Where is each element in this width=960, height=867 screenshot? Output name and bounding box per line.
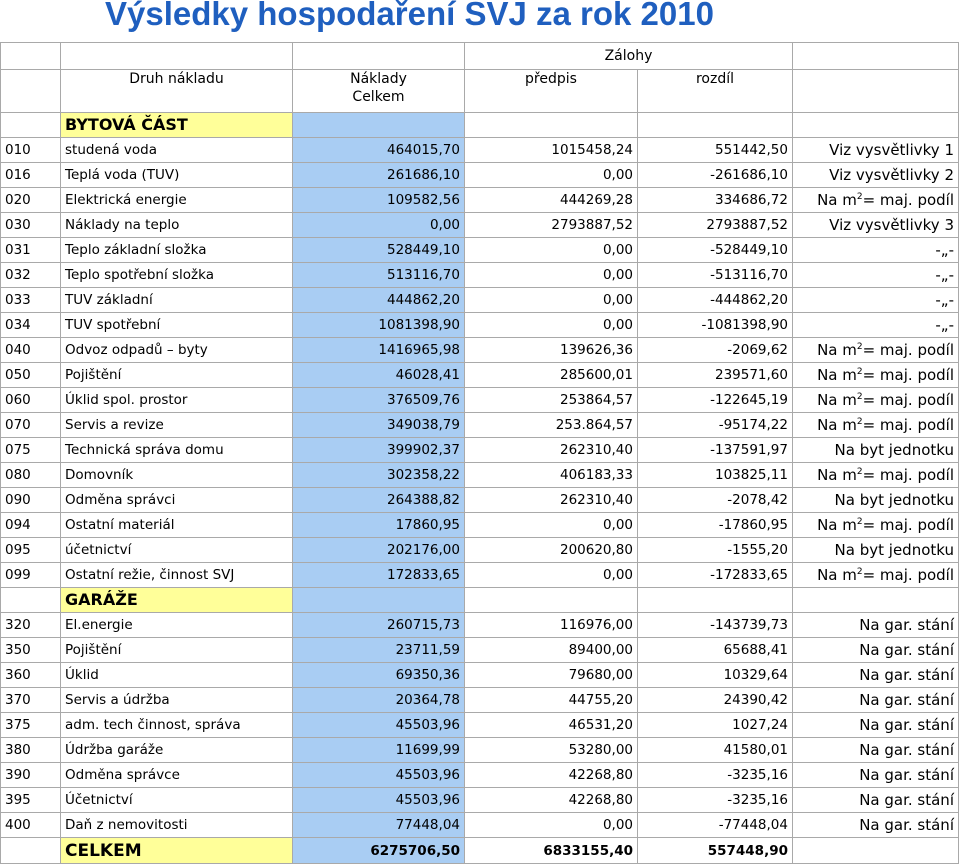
total-cost-value: 302358,22 [293, 463, 465, 488]
prescribed-value: 0,00 [465, 313, 638, 338]
total-cost: 6275706,50 [293, 838, 465, 864]
prescribed-value: 0,00 [465, 163, 638, 188]
superscript-two: 2 [856, 517, 863, 527]
prescribed-value: 285600,01 [465, 363, 638, 388]
prescribed-value: 44755,20 [465, 688, 638, 713]
difference-value: -17860,95 [638, 513, 793, 538]
total-cost-value: 349038,79 [293, 413, 465, 438]
page-title: Výsledky hospodaření SVJ za rok 2010 [105, 0, 714, 32]
cost-code: 010 [1, 138, 61, 163]
cost-name: Pojištění [61, 363, 293, 388]
cost-code: 080 [1, 463, 61, 488]
table-row [1, 613, 959, 638]
difference-value: 103825,11 [638, 463, 793, 488]
prescribed-value: 262310,40 [465, 488, 638, 513]
cost-code: 360 [1, 663, 61, 688]
difference-value: -172833,65 [638, 563, 793, 588]
table-row [1, 138, 959, 163]
prescribed-value: 0,00 [465, 563, 638, 588]
cost-code: 040 [1, 338, 61, 363]
difference-value: -1081398,90 [638, 313, 793, 338]
difference-value: -2078,42 [638, 488, 793, 513]
header-row [1, 70, 959, 113]
header-prescribed: předpis [465, 70, 638, 113]
superscript-two: 2 [856, 567, 863, 577]
allocation-note: Na $m^2=$ maj. podíl [793, 388, 959, 413]
total-cost-value: 17860,95 [293, 513, 465, 538]
allocation-note: Na gar. stání [793, 613, 959, 638]
cost-code: 370 [1, 688, 61, 713]
allocation-note: Na $m^2=$ maj. podíl [793, 413, 959, 438]
cost-code: 075 [1, 438, 61, 463]
header-total-cost-line1: Náklady [350, 71, 407, 87]
difference-value: -1555,20 [638, 538, 793, 563]
table-row [1, 563, 959, 588]
total-cost-value: 202176,00 [293, 538, 465, 563]
cost-name: Odměna správci [61, 488, 293, 513]
cost-code: 390 [1, 763, 61, 788]
table-row [1, 238, 959, 263]
allocation-note: Na gar. stání [793, 763, 959, 788]
difference-value: 65688,41 [638, 638, 793, 663]
allocation-note: -„- [793, 288, 959, 313]
difference-value: 334686,72 [638, 188, 793, 213]
cost-name: Odměna správce [61, 763, 293, 788]
prescribed-value: 0,00 [465, 263, 638, 288]
table-row [1, 663, 959, 688]
table-row [1, 538, 959, 563]
table-row [1, 188, 959, 213]
difference-value: -3235,16 [638, 763, 793, 788]
prescribed-value: 89400,00 [465, 638, 638, 663]
table-row [1, 213, 959, 238]
difference-value: -3235,16 [638, 788, 793, 813]
allocation-note: Na $m^2=$ maj. podíl [793, 338, 959, 363]
table-row [1, 288, 959, 313]
total-cost-value: 528449,10 [293, 238, 465, 263]
total-cost-value: 1081398,90 [293, 313, 465, 338]
total-cost-value: 513116,70 [293, 263, 465, 288]
difference-value: -122645,19 [638, 388, 793, 413]
table-row [1, 263, 959, 288]
allocation-note: Na byt jednotku [793, 438, 959, 463]
difference-value: 10329,64 [638, 663, 793, 688]
table-row [1, 738, 959, 763]
total-cost-value: 1416965,98 [293, 338, 465, 363]
difference-value: 239571,60 [638, 363, 793, 388]
allocation-note: Na $m^2=$ maj. podíl [793, 513, 959, 538]
prescribed-value: 253864,57 [465, 388, 638, 413]
cost-name: účetnictví [61, 538, 293, 563]
difference-value: -137591,97 [638, 438, 793, 463]
total-cost-value: 376509,76 [293, 388, 465, 413]
total-cost-value: 261686,10 [293, 163, 465, 188]
allocation-note: -„- [793, 263, 959, 288]
cost-code: 099 [1, 563, 61, 588]
cost-code: 030 [1, 213, 61, 238]
table-row [1, 713, 959, 738]
table-row [1, 463, 959, 488]
prescribed-value: 0,00 [465, 288, 638, 313]
allocation-note: Na byt jednotku [793, 538, 959, 563]
cost-code: 095 [1, 538, 61, 563]
cost-name: Elektrická energie [61, 188, 293, 213]
cost-code: 060 [1, 388, 61, 413]
cost-name: Úklid [61, 663, 293, 688]
prescribed-value: 42268,80 [465, 763, 638, 788]
cost-name: El.energie [61, 613, 293, 638]
total-cost-value: 77448,04 [293, 813, 465, 838]
difference-value: -513116,70 [638, 263, 793, 288]
allocation-note: Na gar. stání [793, 663, 959, 688]
total-cost-value: 464015,70 [293, 138, 465, 163]
table-row [1, 638, 959, 663]
total-cost-value: 45503,96 [293, 763, 465, 788]
allocation-note: -„- [793, 238, 959, 263]
cost-name: Pojištění [61, 638, 293, 663]
total-cost-value: 46028,41 [293, 363, 465, 388]
prescribed-value: 2793887,52 [465, 213, 638, 238]
difference-value: -143739,73 [638, 613, 793, 638]
allocation-note: Na $m^2=$ maj. podíl [793, 563, 959, 588]
cost-code: 050 [1, 363, 61, 388]
prescribed-value: 0,00 [465, 513, 638, 538]
cost-name: Účetnictví [61, 788, 293, 813]
prescribed-value: 253.864,57 [465, 413, 638, 438]
superscript-two: 2 [856, 367, 863, 377]
cost-name: Servis a údržba [61, 688, 293, 713]
cost-code: 020 [1, 188, 61, 213]
allocation-note: Na $m^2=$ maj. podíl [793, 188, 959, 213]
allocation-note: Na gar. stání [793, 713, 959, 738]
difference-value: -95174,22 [638, 413, 793, 438]
allocation-note: Na gar. stání [793, 738, 959, 763]
prescribed-value: 139626,36 [465, 338, 638, 363]
total-cost-value: 444862,20 [293, 288, 465, 313]
cost-name: Servis a revize [61, 413, 293, 438]
total-cost-value: 109582,56 [293, 188, 465, 213]
table-row [1, 488, 959, 513]
difference-value: -261686,10 [638, 163, 793, 188]
total-cost-value: 45503,96 [293, 788, 465, 813]
results-table [0, 42, 959, 864]
allocation-note: -„- [793, 313, 959, 338]
total-cost-value: 172833,65 [293, 563, 465, 588]
superscript-two: 2 [856, 392, 863, 402]
total-cost-value: 23711,59 [293, 638, 465, 663]
superscript-two: 2 [856, 467, 863, 477]
section-row-garages [1, 588, 959, 613]
difference-value: -2069,62 [638, 338, 793, 363]
cost-code: 032 [1, 263, 61, 288]
cost-name: Domovník [61, 463, 293, 488]
total-label: CELKEM [61, 838, 293, 864]
prescribed-value: 42268,80 [465, 788, 638, 813]
table-row [1, 363, 959, 388]
table-row [1, 413, 959, 438]
cost-code: 031 [1, 238, 61, 263]
difference-value: 24390,42 [638, 688, 793, 713]
cost-code: 094 [1, 513, 61, 538]
total-cost-value: 45503,96 [293, 713, 465, 738]
cost-code: 320 [1, 613, 61, 638]
cost-code: 350 [1, 638, 61, 663]
prescribed-value: 0,00 [465, 813, 638, 838]
superscript-two: 2 [856, 417, 863, 427]
prescribed-value: 1015458,24 [465, 138, 638, 163]
cost-name: Teplo základní složka [61, 238, 293, 263]
difference-value: -444862,20 [638, 288, 793, 313]
total-row [1, 838, 959, 864]
allocation-note: Na $m^2=$ maj. podíl [793, 463, 959, 488]
cost-code: 090 [1, 488, 61, 513]
prescribed-value: 46531,20 [465, 713, 638, 738]
total-cost-value: 69350,36 [293, 663, 465, 688]
cost-name: Odvoz odpadů – byty [61, 338, 293, 363]
total-difference: 557448,90 [638, 838, 793, 864]
cost-name: adm. tech činnost, správa [61, 713, 293, 738]
total-cost-value: 260715,73 [293, 613, 465, 638]
table-row [1, 338, 959, 363]
total-cost-value: 399902,37 [293, 438, 465, 463]
cost-code: 375 [1, 713, 61, 738]
difference-value: -528449,10 [638, 238, 793, 263]
prescribed-value: 0,00 [465, 238, 638, 263]
allocation-note: Na gar. stání [793, 788, 959, 813]
cost-name: studená voda [61, 138, 293, 163]
cost-name: Technická správa domu [61, 438, 293, 463]
prescribed-value: 444269,28 [465, 188, 638, 213]
cost-code: 034 [1, 313, 61, 338]
total-cost-value: 264388,82 [293, 488, 465, 513]
table-row [1, 313, 959, 338]
header-total-cost-line2: Celkem [352, 89, 405, 105]
header-row-top [1, 43, 959, 70]
allocation-note: Na gar. stání [793, 638, 959, 663]
cost-code: 016 [1, 163, 61, 188]
superscript-two: 2 [856, 342, 863, 352]
total-cost-value: 20364,78 [293, 688, 465, 713]
cost-code: 380 [1, 738, 61, 763]
cost-code: 395 [1, 788, 61, 813]
allocation-note: Na $m^2=$ maj. podíl [793, 363, 959, 388]
difference-value: -77448,04 [638, 813, 793, 838]
cost-name: Ostatní materiál [61, 513, 293, 538]
cost-name: Teplo spotřební složka [61, 263, 293, 288]
table-row [1, 163, 959, 188]
prescribed-value: 200620,80 [465, 538, 638, 563]
prescribed-value: 79680,00 [465, 663, 638, 688]
difference-value: 551442,50 [638, 138, 793, 163]
header-difference: rozdíl [638, 70, 793, 113]
table-row [1, 763, 959, 788]
cost-code: 033 [1, 288, 61, 313]
table-row [1, 438, 959, 463]
allocation-note: Viz vysvětlivky 1 [793, 138, 959, 163]
table-row [1, 513, 959, 538]
prescribed-value: 262310,40 [465, 438, 638, 463]
allocation-note: Viz vysvětlivky 3 [793, 213, 959, 238]
section-label-housing: BYTOVÁ ČÁST [61, 113, 293, 138]
cost-name: TUV spotřební [61, 313, 293, 338]
cost-name: Údržba garáže [61, 738, 293, 763]
difference-value: 1027,24 [638, 713, 793, 738]
cost-name: Náklady na teplo [61, 213, 293, 238]
section-label-garages: GARÁŽE [61, 588, 293, 613]
cost-name: TUV základní [61, 288, 293, 313]
cost-name: Ostatní režie, činnost SVJ [61, 563, 293, 588]
table-row [1, 388, 959, 413]
table-row [1, 788, 959, 813]
prescribed-value: 53280,00 [465, 738, 638, 763]
cost-name: Úklid spol. prostor [61, 388, 293, 413]
total-cost-value: 11699,99 [293, 738, 465, 763]
header-total-cost [293, 70, 465, 113]
cost-code: 070 [1, 413, 61, 438]
cost-name: Teplá voda (TUV) [61, 163, 293, 188]
allocation-note: Na gar. stání [793, 813, 959, 838]
difference-value: 41580,01 [638, 738, 793, 763]
table-row [1, 688, 959, 713]
total-prescribed: 6833155,40 [465, 838, 638, 864]
header-cost-type: Druh nákladu [61, 70, 293, 113]
allocation-note: Na gar. stání [793, 688, 959, 713]
header-advances-group: Zálohy [465, 43, 793, 70]
difference-value: 2793887,52 [638, 213, 793, 238]
cost-code: 400 [1, 813, 61, 838]
cost-name: Daň z nemovitosti [61, 813, 293, 838]
prescribed-value: 406183,33 [465, 463, 638, 488]
table-row [1, 813, 959, 838]
allocation-note: Viz vysvětlivky 2 [793, 163, 959, 188]
superscript-two: 2 [856, 192, 863, 202]
total-cost-value: 0,00 [293, 213, 465, 238]
prescribed-value: 116976,00 [465, 613, 638, 638]
allocation-note: Na byt jednotku [793, 488, 959, 513]
section-row-housing [1, 113, 959, 138]
